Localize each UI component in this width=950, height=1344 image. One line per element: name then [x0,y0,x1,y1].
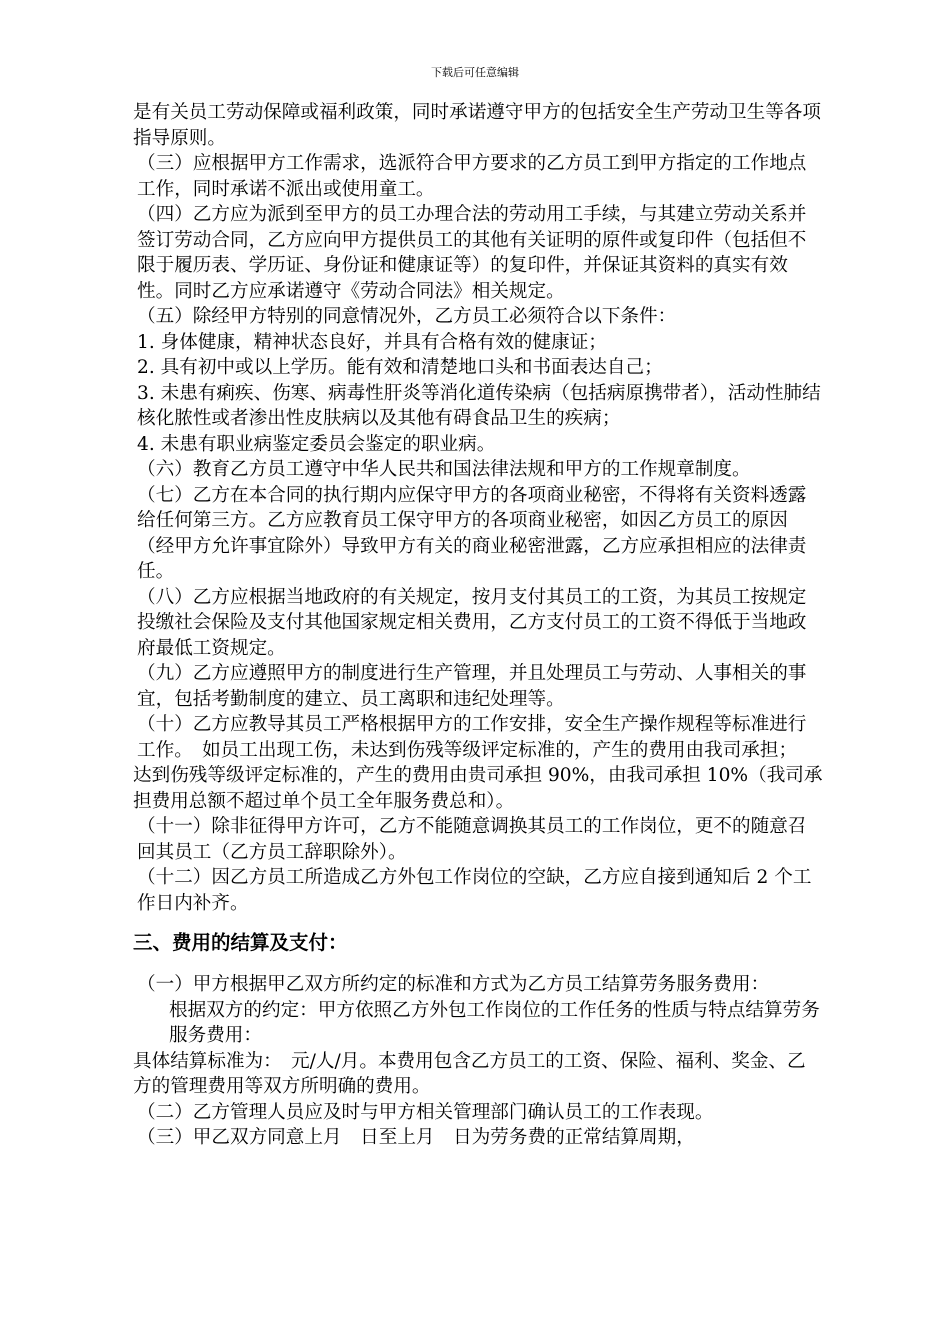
list-item: 4. 未患有职业病鉴定委员会鉴定的职业病。 [137,433,496,455]
paragraph: （二）乙方管理人员应及时与甲方相关管理部门确认员工的工作表现。 [137,1101,714,1123]
paragraph: （十）乙方应教导其员工严格根据甲方的工作安排，安全生产操作规程等标准进行工作。 如员工出现工伤，未达到伤残等级评定标准的，产生的费用由我司承担； [137,714,807,761]
paragraph: （十一）除非征得甲方许可，乙方不能随意调换其员工的工作岗位，更不的随意召回其员工（乙方员工辞职除外）。 [137,816,807,863]
paragraph: 达到伤残等级评定标准的，产生的费用由贵司承担 90%，由我司承担 10%（我司承担费用总额不超过单个员工全年服务费总和）。 [133,765,823,812]
paragraph: （三）应根据甲方工作需求，选派符合甲方要求的乙方员工到甲方指定的工作地点工作，同时承诺不派出或使用童工。 [137,153,807,200]
paragraph: （四）乙方应为派到至甲方的员工办理合法的劳动用工手续，与其建立劳动关系并签订劳动合同，乙方应向甲方提供员工的其他有关证明的原件或复印件（包括但不限于履历表、学历证、身份证和健康证等）的复印件，并保证其资料的真实有效性。同时乙方应承诺遵守《劳动合同法》相关规定。 [137,204,807,302]
section-heading: 三、费用的结算及支付： [133,931,348,954]
paragraph: （七）乙方在本合同的执行期内应保守甲方的各项商业秘密，不得将有关资料透露给任何第三方。乙方应教育员工保守甲方的各项商业秘密，如因乙方员工的原因（经甲方允许事宜除外）导致甲方有关的商业秘密泄露，乙方应承担相应的法律责任。 [137,484,807,582]
paragraph: （三）甲乙双方同意上月 日至上月 日为劳务费的正常结算周期， [137,1127,695,1148]
document-body [133,100,823,1151]
paragraph: （一）甲方根据甲乙双方所约定的标准和方式为乙方员工结算劳务服务费用： [137,974,770,995]
list-item: 3. 未患有痢疾、伤寒、病毒性肝炎等消化道传染病（包括病原携带者），活动性肺结核化脓性或者渗出性皮肤病以及其他有碍食品卫生的疾病； [137,382,821,429]
paragraph: （十二）因乙方员工所造成乙方外包工作岗位的空缺，乙方应自接到通知后 2 个工作日内补齐。 [137,867,812,914]
paragraph: 具体结算标准为： 元/人/月。本费用包含乙方员工的工资、保险、福利、奖金、乙方的管理费用等双方所明确的费用。 [133,1050,806,1097]
page-header: 下载后可任意编辑 [431,66,519,79]
paragraph: 根据双方的约定：甲方依照乙方外包工作岗位的工作任务的性质与特点结算劳务服务费用： [169,999,820,1046]
list-item: 1. 身体健康，精神状态良好，并具有合格有效的健康证； [137,331,607,353]
paragraph: （九）乙方应遵照甲方的制度进行生产管理，并且处理员工与劳动、人事相关的事宜，包括考勤制度的建立、员工离职和违纪处理等。 [137,663,807,710]
paragraph: 是有关员工劳动保障或福利政策，同时承诺遵守甲方的包括安全生产劳动卫生等各项指导原则。 [133,102,821,149]
list-item: 2. 具有初中或以上学历。能有效和清楚地口头和书面表达自己； [137,357,663,378]
paragraph: （六）教育乙方员工遵守中华人民共和国法律法规和甲方的工作规章制度。 [137,459,751,480]
paragraph: （八）乙方应根据当地政府的有关规定，按月支付其员工的工资，为其员工按规定投缴社会保险及支付其他国家规定相关费用，乙方支付员工的工资不得低于当地政府最低工资规定。 [137,586,807,659]
paragraph: （五）除经甲方特别的同意情况外，乙方员工必须符合以下条件： [137,306,677,327]
